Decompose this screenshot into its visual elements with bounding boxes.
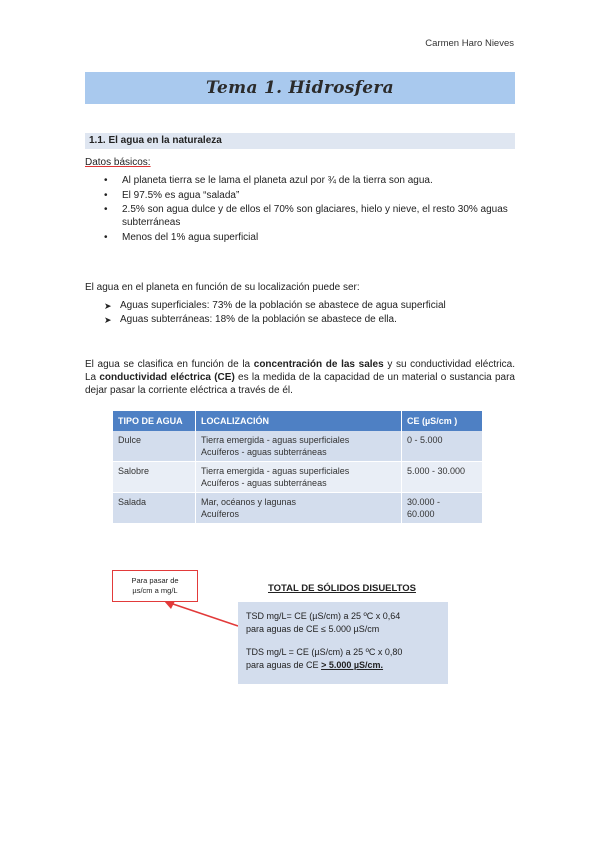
column-header: TIPO DE AGUA bbox=[113, 411, 196, 431]
ce-line: 5.000 - 30.000 bbox=[407, 466, 466, 476]
section-heading: 1.1. El agua en la naturaleza bbox=[85, 133, 515, 149]
ce-line: 0 - 5.000 bbox=[407, 435, 443, 445]
page-title: Tema 1. Hidrosfera bbox=[206, 78, 394, 98]
cell-ce bbox=[402, 462, 483, 493]
basics-list bbox=[104, 174, 524, 245]
location-line: Tierra emergida - aguas superficiales bbox=[201, 435, 350, 445]
tsd-heading: TOTAL DE SÓLIDOS DISUELTOS bbox=[268, 583, 416, 594]
formula-line: para aguas de CE ≤ 5.000 µS/cm bbox=[246, 624, 380, 634]
bold-term: conductividad eléctrica (CE) bbox=[99, 372, 235, 383]
table-row bbox=[113, 431, 483, 462]
cell-type: Salada bbox=[113, 493, 196, 524]
list-item: • El 97.5% es agua “salada” bbox=[104, 189, 524, 202]
list-item: ➤ Aguas superficiales: 73% de la población se abastece de agua superficial bbox=[104, 299, 524, 313]
bold-term: concentración de las sales bbox=[253, 359, 384, 370]
ce-line: 60.000 bbox=[407, 509, 435, 519]
list-item: • Al planeta tierra se le lama el planeta azul por ¾ de la tierra son agua. bbox=[104, 174, 524, 187]
table-header-row bbox=[113, 411, 483, 431]
table-row bbox=[113, 493, 483, 524]
cell-location bbox=[196, 493, 402, 524]
column-header: CE (µS/cm ) bbox=[402, 411, 483, 431]
formula-line bbox=[246, 659, 440, 672]
location-list bbox=[104, 299, 524, 327]
location-line: Tierra emergida - aguas superficiales bbox=[201, 466, 350, 476]
list-item: • 2.5% son agua dulce y de ellos el 70% son glaciares, hielo y nieve, el resto 30% aguas subterráneas bbox=[104, 203, 524, 229]
text-run: para aguas de CE bbox=[246, 660, 322, 670]
tsd-formula-box bbox=[238, 602, 448, 684]
formula-line: TDS mg/L = CE (µS/cm) a 25 ºC x 0,80 bbox=[246, 647, 403, 657]
note-line: Para pasar de bbox=[131, 576, 179, 585]
basics-label: Datos básicos: bbox=[85, 157, 151, 168]
table-row bbox=[113, 462, 483, 493]
location-line: Acuíferos - aguas subterráneas bbox=[201, 447, 327, 457]
list-item: ➤ Aguas subterráneas: 18% de la población se abastece de ella. bbox=[104, 313, 524, 327]
location-intro: El agua en el planeta en función de su localización puede ser: bbox=[85, 282, 360, 293]
note-line: µs/cm a mg/L bbox=[132, 586, 178, 595]
text-run: es la medida de la capacidad de un material o sustancia para dejar pasar la corriente eléctrica a través de él. bbox=[85, 372, 515, 396]
list-item: • Menos del 1% agua superficial bbox=[104, 231, 524, 244]
water-type-table bbox=[113, 411, 483, 524]
author-name: Carmen Haro Nieves bbox=[425, 38, 514, 49]
cell-type: Dulce bbox=[113, 431, 196, 462]
cell-location bbox=[196, 462, 402, 493]
title-banner bbox=[85, 72, 515, 104]
text-run: El agua se clasifica en función de la bbox=[85, 359, 254, 370]
column-header: LOCALIZACIÓN bbox=[196, 411, 402, 431]
cell-ce bbox=[402, 493, 483, 524]
cell-location bbox=[196, 431, 402, 462]
pointer-arrow-icon bbox=[160, 598, 242, 630]
location-line: Acuíferos - aguas subterráneas bbox=[201, 478, 327, 488]
cell-type: Salobre bbox=[113, 462, 196, 493]
text-run: y su conductividad eléctrica. La bbox=[85, 359, 516, 383]
threshold-value: > 5.000 µS/cm. bbox=[321, 660, 384, 670]
formula-line: TSD mg/L= CE (µS/cm) a 25 ºC x 0,64 bbox=[246, 611, 401, 621]
location-line: Acuíferos bbox=[201, 509, 240, 519]
cell-ce bbox=[402, 431, 483, 462]
location-line: Mar, océanos y lagunas bbox=[201, 497, 297, 507]
ce-line: 30.000 - bbox=[407, 497, 441, 507]
classification-paragraph bbox=[85, 358, 515, 397]
